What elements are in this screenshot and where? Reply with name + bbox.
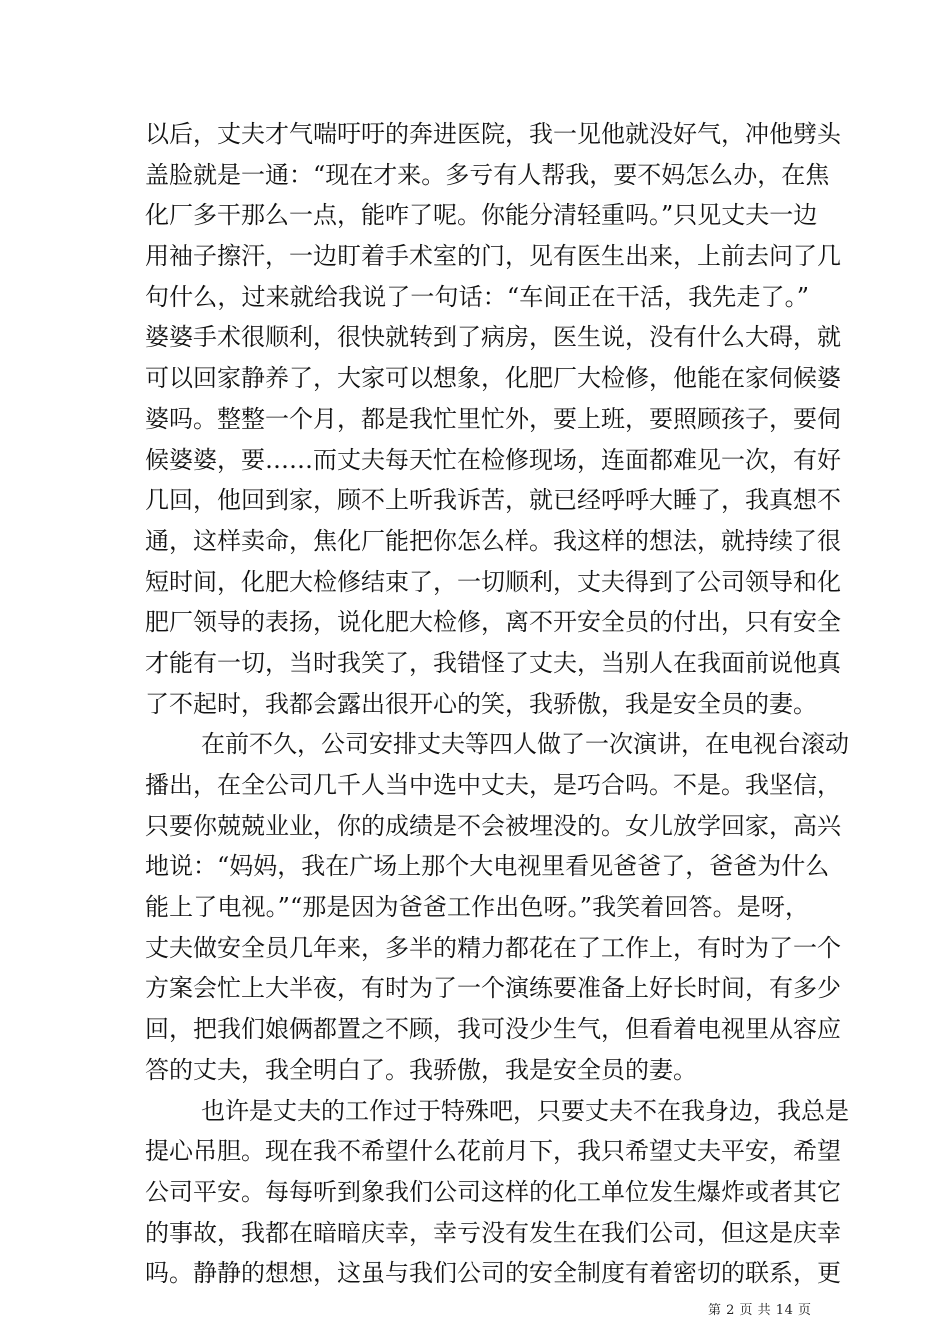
text-line: 婆婆手术很顺利，很快就转到了病房，医生说，没有什么大碍，就 [145,323,841,352]
text-line: 以后，丈夫才气喘吁吁的奔进医院，我一见他就没好气，冲他劈头 [145,120,841,148]
paragraph-3 [145,1091,849,1294]
page-number: 第 2 页 共 14 页 [708,1303,812,1318]
text-line: 也许是丈夫的工作过于特殊吧，只要丈夫不在我身边，我总是 [201,1096,849,1125]
text-line: 的事故，我都在暗暗庆幸，幸亏没有发生在我们公司，但这是庆幸 [145,1218,841,1247]
text-line: 用袖子擦汗，一边盯着手术室的门，见有医生出来，上前去问了几 [145,242,841,271]
document-body [145,114,849,1294]
text-line: 化厂多干那么一点，能咋了呢。你能分清轻重吗。”只见丈夫一边 [145,201,818,230]
text-line: 才能有一切，当时我笑了，我错怪了丈夫，当别人在我面前说他真 [145,648,841,677]
text-line: 通，这样卖命，焦化厂能把你怎么样。我这样的想法，就持续了很 [145,526,841,555]
text-line: 肥厂领导的表扬，说化肥大检修，离不开安全员的付出，只有安全 [145,608,841,637]
paragraph-2 [145,724,849,1090]
text-line: 播出，在全公司几千人当中选中丈夫，是巧合吗。不是。我坚信， [145,771,841,799]
paragraph-1 [145,114,841,724]
text-line: 盖脸就是一通：“现在才来。多亏有人帮我，要不妈怎么办，在焦 [145,160,830,189]
text-line: 答的丈夫，我全明白了。我骄傲，我是安全员的妻。 [145,1055,697,1084]
text-line: 方案会忙上大半夜，有时为了一个演练要准备上好长时间，有多少 [145,974,841,1003]
text-line: 可以回家静养了，大家可以想象，化肥厂大检修，他能在家伺候婆 [145,364,841,393]
text-line: 几回，他回到家，顾不上听我诉苦，就已经呼呼大睡了，我真想不 [145,486,841,515]
text-line: 提心吊胆。现在我不希望什么花前月下，我只希望丈夫平安，希望 [145,1137,841,1166]
text-line: 婆吗。整整一个月，都是我忙里忙外，要上班，要照顾孩子，要伺 [145,404,841,433]
text-line: 公司平安。每每听到象我们公司这样的化工单位发生爆炸或者其它 [145,1177,841,1206]
text-line: 吗。静静的想想，这虽与我们公司的安全制度有着密切的联系，更 [145,1259,841,1288]
text-line: 了不起时，我都会露出很开心的笑，我骄傲，我是安全员的妻。 [145,689,817,718]
text-line: 能上了电视。”“那是因为爸爸工作出色呀。”我笑着回答。是呀， [145,893,809,922]
text-line: 句什么，过来就给我说了一句话：“车间正在干活，我先走了。” [145,282,809,311]
text-line: 在前不久，公司安排丈夫等四人做了一次演讲，在电视台滚动 [201,730,849,759]
text-line: 地说：“妈妈，我在广场上那个大电视里看见爸爸了，爸爸为什么 [145,852,830,881]
text-line: 只要你兢兢业业，你的成绩是不会被埋没的。女儿放学回家，高兴 [145,811,841,840]
text-line: 短时间，化肥大检修结束了，一切顺利，丈夫得到了公司领导和化 [145,567,841,596]
text-line: 回，把我们娘俩都置之不顾，我可没少生气，但看着电视里从容应 [145,1015,841,1044]
text-line: 丈夫做安全员几年来，多半的精力都花在了工作上，有时为了一个 [145,933,841,962]
text-line: 候婆婆，要……而丈夫每天忙在检修现场，连面都难见一次，有好 [145,445,841,474]
